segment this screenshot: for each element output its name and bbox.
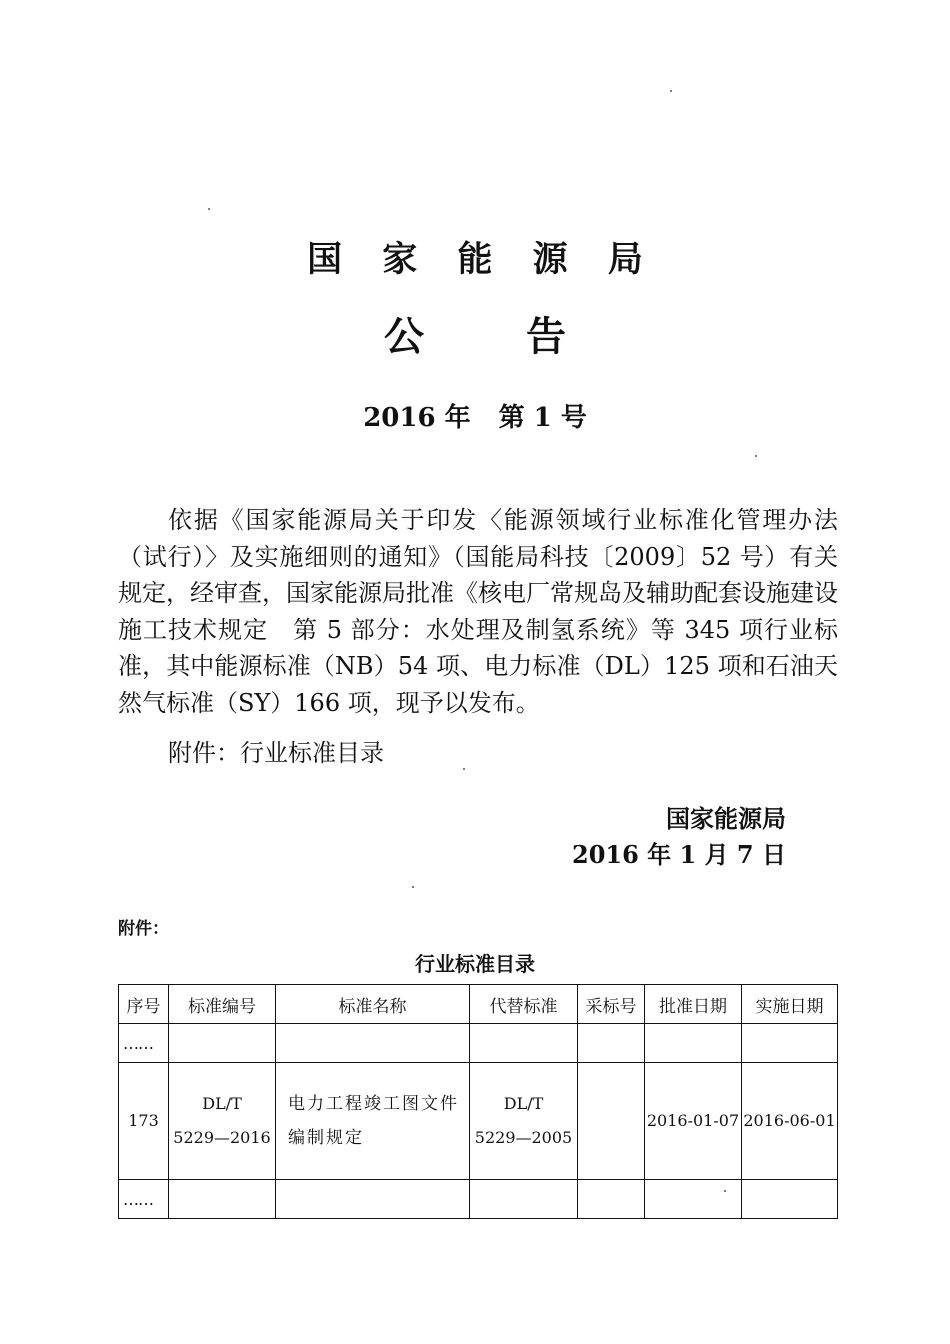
column-header-replace: 代替标准 — [470, 985, 578, 1024]
cell-code-line2: 5229—2016 — [173, 1128, 271, 1147]
organization-title: 国 家 能 源 局 — [307, 240, 657, 280]
standards-catalog-table — [118, 984, 838, 1219]
cell-effective-date: 2016-06-01 — [742, 1063, 838, 1180]
appendix-label: 附件： — [118, 919, 169, 939]
cell-adopt — [578, 1063, 645, 1180]
ellipsis-cell: …… — [119, 1024, 169, 1063]
column-header-name: 标准名称 — [276, 985, 470, 1024]
table-row-ellipsis-bottom — [119, 1180, 838, 1219]
scan-speck — [670, 90, 672, 92]
table-row — [119, 1063, 838, 1180]
cell-replace-line2: 5229—2005 — [474, 1128, 573, 1147]
ellipsis-cell: …… — [119, 1180, 169, 1219]
scan-speck — [463, 768, 465, 770]
scan-speck — [412, 886, 414, 888]
catalog-title: 行业标准目录 — [415, 952, 535, 976]
cell-seq: 173 — [119, 1063, 169, 1180]
column-header-code: 标准编号 — [169, 985, 276, 1024]
scan-speck — [724, 1190, 726, 1192]
cell-replace — [470, 1063, 578, 1180]
scan-speck — [208, 208, 210, 210]
cell-name: 电力工程竣工图文件编制规定 — [276, 1063, 470, 1180]
attachment-line: 附件：行业标准目录 — [168, 739, 384, 767]
issue-year: 2016 年 — [363, 403, 471, 433]
scan-speck — [755, 455, 757, 457]
issue-number — [0, 397, 950, 434]
signer-date: 2016 年 1 月 7 日 — [572, 840, 786, 869]
table-row-ellipsis-top — [119, 1024, 838, 1063]
signer-organization: 国家能源局 — [666, 805, 786, 833]
cell-code — [169, 1063, 276, 1180]
column-header-effective-date: 实施日期 — [742, 985, 838, 1024]
announcement-body: 依据《国家能源局关于印发〈能源领域行业标准化管理办法（试行）〉及实施细则的通知》（国能局科技〔2009〕52 号）有关规定，经审查，国家能源局批准《核电厂常规岛及辅助配套设施建设施工技术规定 第 5 部分：水处理及制氢系统》等 345 项行业标准，其中能源标准（NB）54 项、电力标准（DL）125 项和石油天然气标准（SY）166 项，现予以发布。 — [118, 506, 838, 717]
notice-title: 公 告 — [384, 314, 610, 360]
cell-code-line1: DL/T — [202, 1094, 242, 1113]
table-header-row — [119, 985, 838, 1024]
cell-approve-date: 2016-01-07 — [645, 1063, 742, 1180]
cell-replace-line1: DL/T — [503, 1094, 544, 1113]
column-header-adopt: 采标号 — [578, 985, 645, 1024]
column-header-seq: 序号 — [119, 985, 169, 1024]
column-header-approve-date: 批准日期 — [645, 985, 742, 1024]
issue-no: 第 1 号 — [498, 403, 587, 433]
